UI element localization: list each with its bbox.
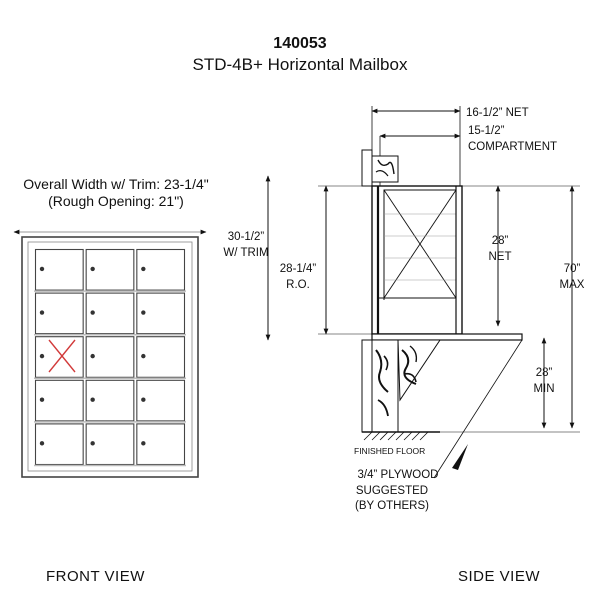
lock-icon [141,354,145,358]
compartment-grid [34,250,186,466]
mailbox-body-side [372,186,462,334]
plywood-shelf [372,334,522,340]
plywood-label-2: SUGGESTED [355,485,429,497]
lock-icon [90,441,94,445]
lock-icon [40,354,44,358]
net-depth-label: 16-1/2” NET [466,107,529,119]
lock-icon [141,441,145,445]
lock-icon [90,310,94,314]
lock-icon [141,267,145,271]
model-number: 140053 [273,35,327,52]
overall-width-caption: Overall Width w/ Trim: 23-1/4" [23,176,209,192]
max-label-2: MAX [559,279,585,291]
lock-icon [40,441,44,445]
side-view-drawing [223,106,584,512]
net-height-label-1: 28” [491,235,509,247]
lock-icon [40,267,44,271]
ro-label-1: 28-1/4” [279,263,317,275]
lock-icon [40,398,44,402]
front-view-drawing [14,232,206,477]
min-label-2: MIN [533,383,555,395]
net-height-label-2: NET [488,251,512,263]
trim-height-label-2: W/ TRIM [223,247,269,259]
front-view-label: FRONT VIEW [46,568,145,585]
rough-opening-caption: (Rough Opening: 21") [48,193,184,209]
lock-icon [90,354,94,358]
side-view-label: SIDE VIEW [458,568,541,585]
compartment-label-2: COMPARTMENT [468,141,558,153]
max-label-1: 70” [563,263,581,275]
trim-height-label-1: 30-1/2” [227,231,265,243]
compartment-label-1: 15-1/2” [468,125,505,137]
ro-label-2: R.O. [286,279,310,291]
lock-icon [90,267,94,271]
model-name: STD-4B+ Horizontal Mailbox [192,55,408,74]
plywood-label-3: (BY OTHERS) [355,500,429,512]
lock-icon [40,310,44,314]
finished-floor-label: FINISHED FLOOR [354,446,426,456]
plywood-pointer-arrow [452,444,468,470]
lock-icon [90,398,94,402]
lock-icon [141,310,145,314]
lock-icon [141,398,145,402]
plywood-label-1: 3/4” PLYWOOD [357,469,439,481]
min-label-1: 28” [535,367,553,379]
